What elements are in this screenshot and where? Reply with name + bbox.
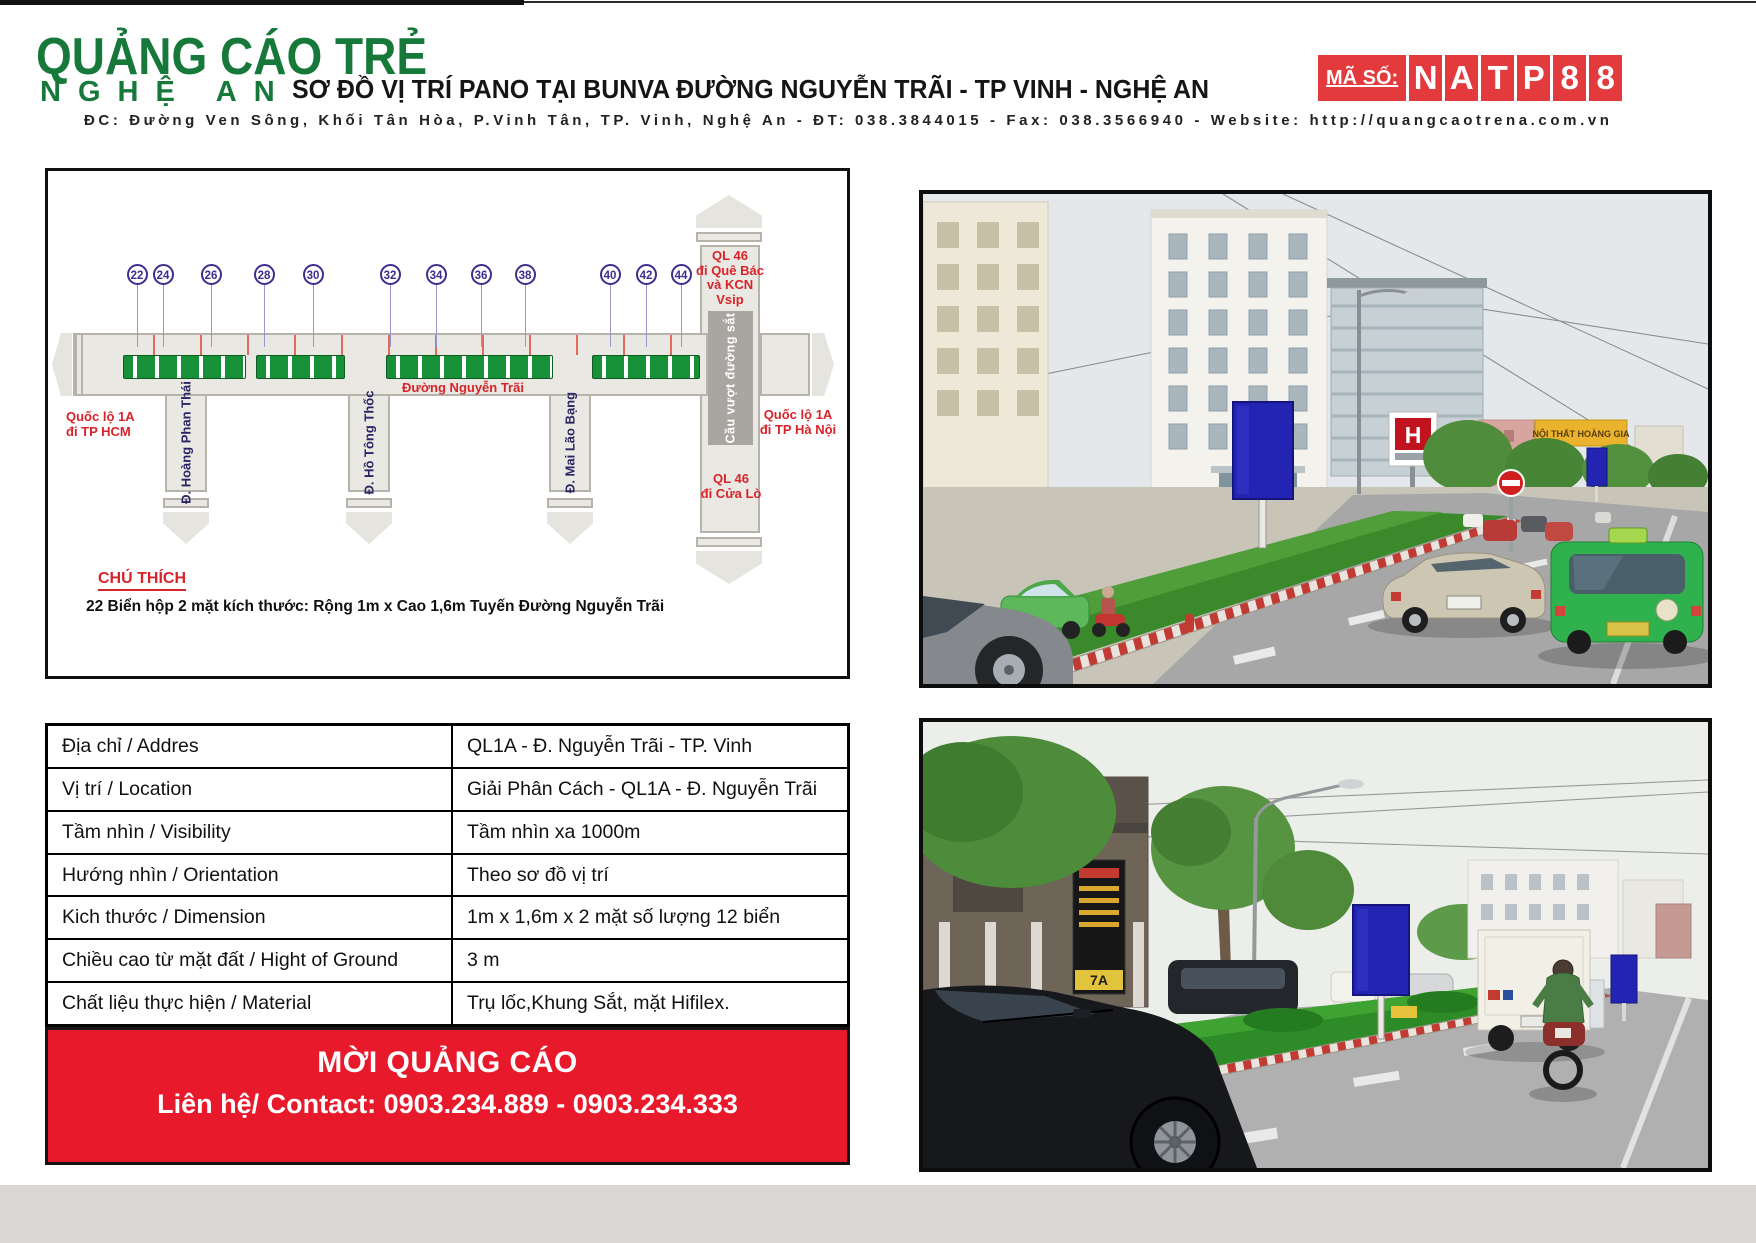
table-row: Địa chỉ / Addres QL1A - Đ. Nguyễn Trãi - TP. Vinh	[48, 726, 847, 767]
suv-behind-hedge	[1168, 960, 1298, 1014]
apartment-building	[923, 202, 1048, 488]
ql46-cua-lo-label: QL 46 đi Cửa Lò	[700, 471, 762, 501]
road-bar-left	[75, 333, 83, 396]
green-taxi	[1538, 528, 1708, 669]
billboard-bar-group2	[256, 355, 345, 379]
top-rule-left	[0, 0, 524, 5]
pano-marker: 34	[423, 264, 449, 347]
code-letter: A	[1445, 55, 1478, 101]
pano-marker: 24	[150, 264, 176, 347]
pano-marker: 26	[198, 264, 224, 347]
address-sign-number: 7A	[1090, 972, 1108, 988]
fire-hydrant	[1185, 614, 1194, 632]
yellow-sign-text: NỘI THẤT HOÀNG GIA	[1532, 429, 1630, 439]
spec-table	[45, 723, 850, 1027]
pano-marker: 40	[597, 264, 623, 347]
billboard-bar-group3	[386, 355, 553, 379]
pano-marker: 36	[468, 264, 494, 347]
photo-street-top	[919, 190, 1712, 688]
ql46-arrow-down	[696, 551, 762, 584]
pano-marker: 28	[251, 264, 277, 347]
street-label: Đ. Hồ Tông Thốc	[361, 390, 377, 495]
code-badge	[1318, 55, 1622, 101]
table-row: Tầm nhìn / Visibility Tầm nhìn xa 1000m	[48, 810, 847, 853]
pano-marker: 44	[668, 264, 694, 347]
honda-logo-letter: H	[1404, 422, 1422, 448]
location-diagram	[45, 168, 850, 679]
code-letter: P	[1517, 55, 1550, 101]
page-title: SƠ ĐỒ VỊ TRÍ PANO TẠI BUNVA ĐƯỜNG NGUYỄN TRÃI - TP VINH - NGHỆ AN	[292, 74, 1210, 104]
billboard-bar-group4	[592, 355, 700, 379]
street-label: Đ. Hoàng Phan Thái	[178, 381, 194, 504]
code-letter: 8	[1589, 55, 1622, 101]
street-label: Đ. Mai Lão Bạng	[562, 391, 578, 494]
ql46-north-label: QL 46 đi Quê Bác và KCN Vsip	[696, 248, 764, 307]
pano-marker: 32	[377, 264, 403, 347]
table-row: Hướng nhìn / Orientation Theo sơ đồ vị trí	[48, 853, 847, 896]
photo-top-illustration	[923, 194, 1708, 684]
contact-banner	[45, 1027, 850, 1165]
top-rule-right	[524, 1, 1756, 3]
code-badge-label: MÃ SỐ:	[1318, 55, 1406, 101]
ql46-bar-top	[696, 232, 762, 242]
ql46-bar-bottom	[696, 537, 762, 547]
pano-marker: 42	[633, 264, 659, 347]
code-letter: 8	[1553, 55, 1586, 101]
footer-band	[0, 1185, 1756, 1243]
ql46-arrow-up	[696, 195, 762, 228]
road-arrow-right	[812, 333, 834, 396]
main-road-label: Đường Nguyễn Trãi	[402, 380, 524, 395]
table-row: Chiều cao từ mặt đất / Hight of Ground 3 m	[48, 938, 847, 981]
railway-overpass-box: Cầu vượt đường sắt	[708, 311, 753, 445]
legend-title: CHÚ THÍCH	[98, 570, 186, 591]
road-stub-right	[760, 333, 810, 396]
table-row: Vị trí / Location Giải Phân Cách - QL1A - Đ. Nguyễn Trãi	[48, 767, 847, 810]
code-letter: N	[1409, 55, 1442, 101]
table-row: Chất liệu thực hiện / Material Trụ lốc,Khung Sắt, mặt Hifilex.	[48, 981, 847, 1024]
company-logo-line1: QUẢNG CÁO TRẺ	[36, 27, 427, 86]
banner-headline: MỜI QUẢNG CÁO	[317, 1046, 578, 1079]
road-arrow-left	[52, 333, 72, 396]
company-address-line: ĐC: Đường Ven Sông, Khối Tân Hòa, P.Vinh Tân, TP. Vinh, Nghệ An - ĐT: 038.3844015 - Fax: 038.3566940 - Website: http://quangcaotrena.com.vn	[84, 112, 1613, 129]
billboard-bar-group1	[123, 355, 246, 379]
banner-contact: Liên hệ/ Contact: 0903.234.889 - 0903.234.333	[157, 1089, 738, 1119]
code-letter: T	[1481, 55, 1514, 101]
pano-marker: 30	[300, 264, 326, 347]
photo-bottom-illustration	[923, 722, 1708, 1168]
photo-street-bottom	[919, 718, 1712, 1172]
legend-note: 22 Biển hộp 2 mặt kích thước: Rộng 1m x Cao 1,6m Tuyến Đường Nguyễn Trãi	[86, 598, 665, 615]
ql1a-hcm-label: Quốc lộ 1A đi TP HCM	[66, 409, 135, 439]
address-sign	[1073, 860, 1125, 994]
pano-marker: 22	[124, 264, 150, 347]
company-logo-line2: NGHỆ AN	[40, 76, 292, 108]
pano-marker: 38	[512, 264, 538, 347]
ql1a-hanoi-label: Quốc lộ 1A đi TP Hà Nội	[759, 407, 837, 437]
table-row: Kich thước / Dimension 1m x 1,6m x 2 mặt số lượng 12 biển	[48, 895, 847, 938]
